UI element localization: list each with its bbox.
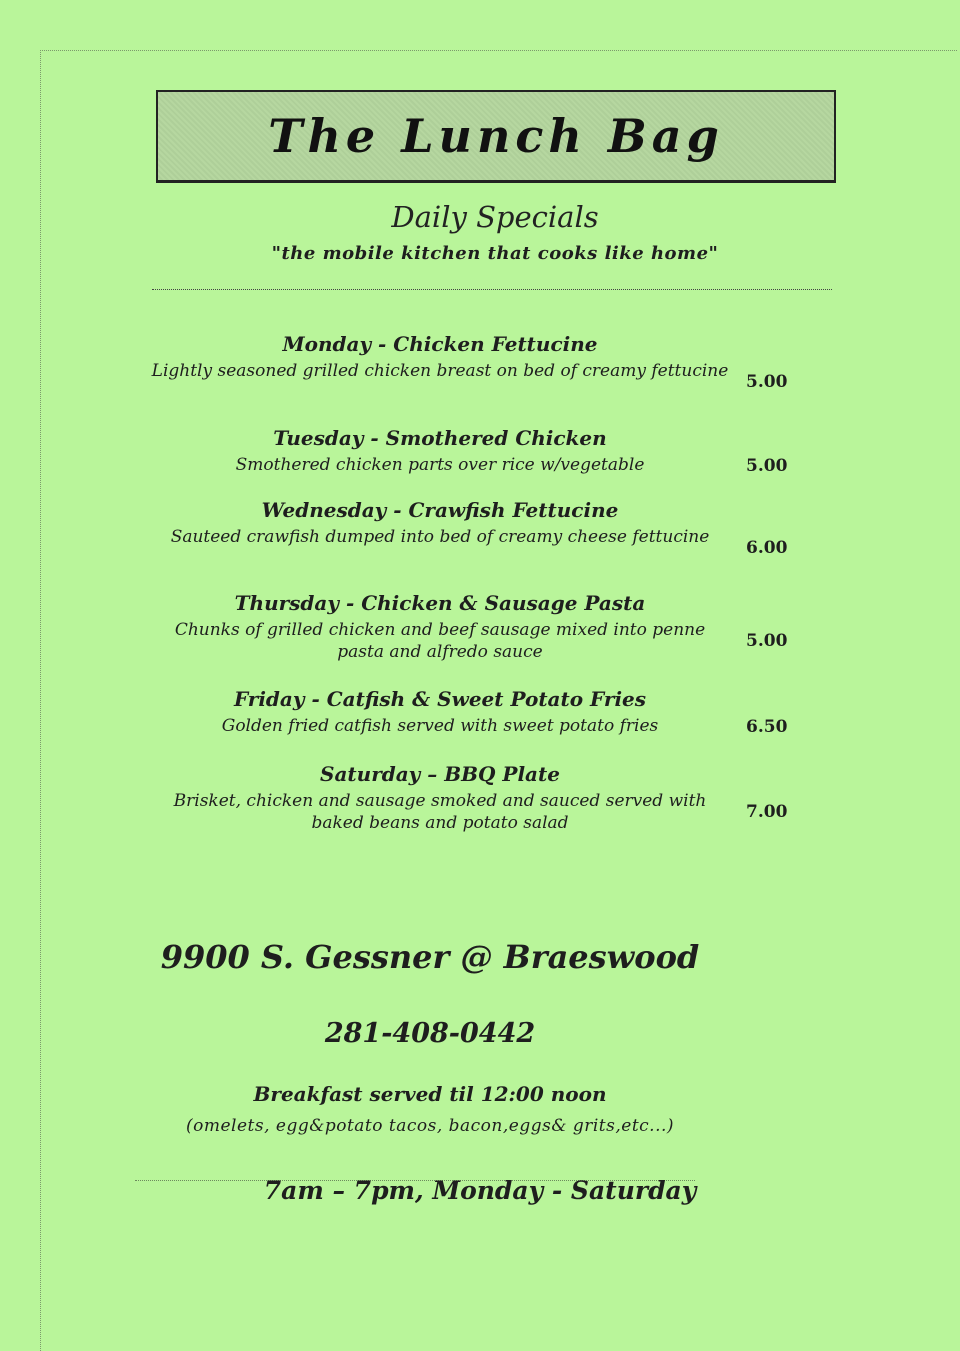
special-price: 7.00 [746,802,788,822]
special-heading: Saturday – BBQ Plate [320,762,560,786]
special-tuesday [150,426,850,476]
special-price: 5.00 [746,372,788,392]
special-price: 6.50 [746,717,788,737]
special-friday [150,687,850,737]
tagline: "the mobile kitchen that cooks like home" [271,243,719,264]
breakfast-heading: Breakfast served til 12:00 noon [253,1082,607,1106]
special-heading: Wednesday - Crawfish Fettucine [261,498,619,522]
special-price: 5.00 [746,456,788,476]
special-description: Brisket, chicken and sausage smoked and sauced served with baked beans and potato salad [173,791,707,833]
special-price: 6.00 [746,538,788,558]
divider [152,289,832,290]
special-heading: Friday - Catfish & Sweet Potato Fries [233,687,647,711]
special-heading: Monday - Chicken Fettucine [282,332,598,356]
special-saturday [150,762,850,834]
restaurant-title: The Lunch Bag [268,109,724,163]
special-monday [150,332,850,392]
special-description: Lightly seasoned grilled chicken breast on bed of creamy fettucine [151,361,729,381]
special-price: 5.00 [746,631,788,651]
special-description: Chunks of grilled chicken and beef sausage mixed into penne pasta and alfredo sauce [174,620,706,662]
title-banner [156,90,836,183]
address: 9900 S. Gessner @ Braeswood [160,938,700,976]
special-heading: Thursday - Chicken & Sausage Pasta [234,591,646,615]
special-description: Golden fried catfish served with sweet potato fries [221,716,659,736]
business-hours: 7am – 7pm, Monday - Saturday [263,1176,697,1205]
section-subtitle: Daily Specials [391,200,599,234]
special-heading: Tuesday - Smothered Chicken [273,426,607,450]
breakfast-items: (omelets, egg&potato tacos, bacon,eggs& grits,etc...) [185,1116,675,1136]
special-description: Smothered chicken parts over rice w/vegetable [235,455,645,475]
special-thursday [150,591,850,663]
phone-number: 281-408-0442 [324,1018,536,1049]
special-description: Sauteed crawfish dumped into bed of creamy cheese fettucine [170,527,710,547]
special-wednesday [150,498,850,558]
